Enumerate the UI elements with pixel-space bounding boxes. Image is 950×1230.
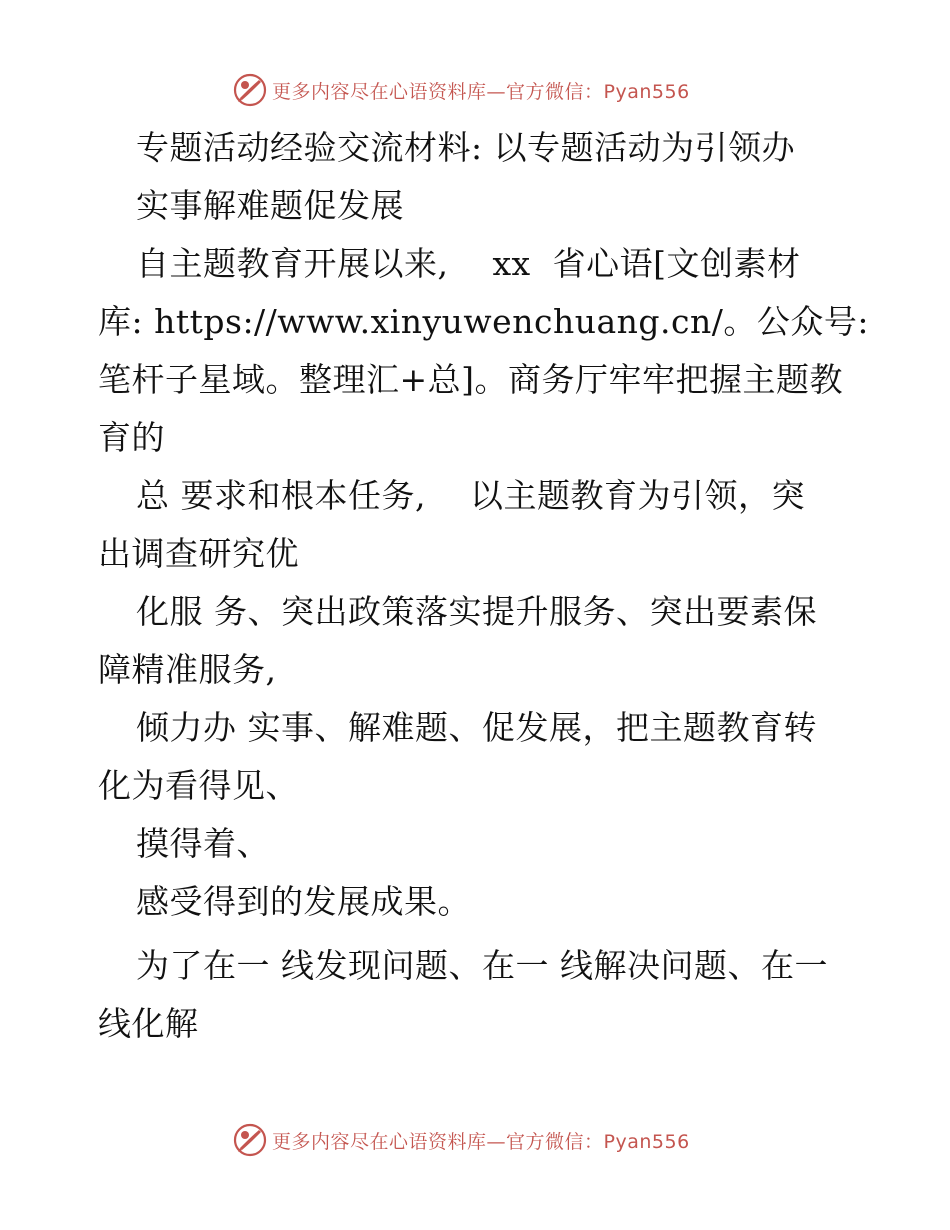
watermark-text bbox=[272, 1127, 690, 1154]
header-watermark bbox=[232, 72, 690, 108]
footer-watermark bbox=[232, 1122, 690, 1158]
body-line: 自主题教育开展以来, xx 省心语[文创素材 bbox=[136, 244, 801, 283]
watermark-wechat-label: 官方微信： bbox=[506, 1130, 604, 1153]
body-line: 实事解难题促发展 bbox=[136, 186, 404, 225]
body-line: 库: https://www.xinyuwenchuang.cn/。公众号: bbox=[98, 302, 869, 341]
pen-logo-icon bbox=[232, 1122, 268, 1158]
body-line: 总 要求和根本任务, 以主题教育为引领，突 bbox=[136, 476, 805, 515]
body-line: 出调查研究优 bbox=[98, 534, 299, 573]
watermark-brand: 更多内容尽在心语资料库 bbox=[272, 80, 487, 103]
watermark-separator: — bbox=[486, 1130, 507, 1153]
watermark-brand: 更多内容尽在心语资料库 bbox=[272, 1130, 487, 1153]
body-line: 笔杆子星域。整理汇+总]。商务厅牢牢把握主题教 bbox=[98, 360, 844, 399]
body-line: 倾力办 实事、解难题、促发展，把主题教育转 bbox=[136, 708, 817, 747]
watermark-text bbox=[272, 77, 690, 104]
body-line: 化服 务、突出政策落实提升服务、突出要素保 bbox=[136, 592, 817, 631]
watermark-separator: — bbox=[486, 80, 507, 103]
body-line: 育的 bbox=[98, 418, 165, 457]
body-line: 感受得到的发展成果。 bbox=[136, 882, 471, 921]
body-line: 摸得着、 bbox=[136, 824, 270, 863]
watermark-wechat-label: 官方微信： bbox=[506, 80, 604, 103]
watermark-wechat-id: Pyan556 bbox=[603, 80, 690, 103]
body-line: 线化解 bbox=[98, 1004, 199, 1043]
body-line: 为了在一 线发现问题、在一 线解决问题、在一 bbox=[136, 946, 828, 985]
body-line: 专题活动经验交流材料: 以专题活动为引领办 bbox=[136, 128, 796, 167]
watermark-wechat-id: Pyan556 bbox=[603, 1130, 690, 1153]
pen-logo-icon bbox=[232, 72, 268, 108]
body-line: 障精准服务, bbox=[98, 650, 277, 689]
body-line: 化为看得见、 bbox=[98, 766, 299, 805]
